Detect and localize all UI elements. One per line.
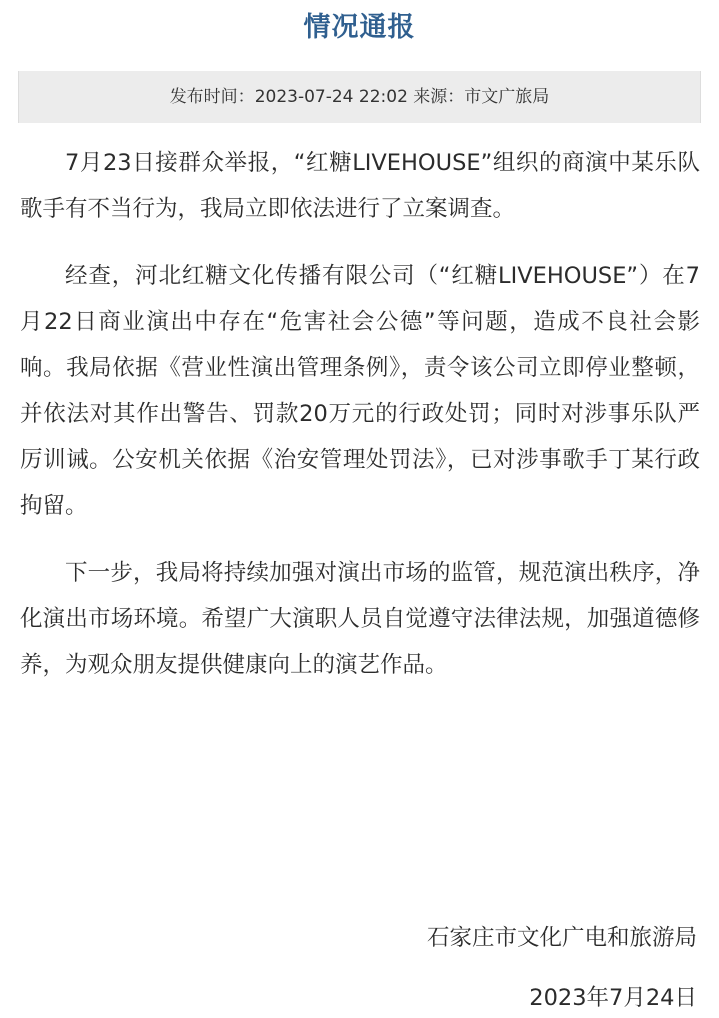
source-value: 市文广旅局 (464, 87, 550, 107)
page-title: 情况通报 (303, 12, 416, 43)
source-label: 来源： (413, 87, 465, 107)
notice-body (20, 140, 700, 709)
publish-time-label: 发布时间： (169, 87, 255, 107)
signature-organization: 石家庄市文化广电和旅游局 (426, 925, 697, 951)
paragraph-next-steps: 下一步，我局将持续加强对演出市场的监管，规范演出秩序，净化演出市场环境。希望广大演职人员自觉遵守法律法规，加强道德修养，为观众朋友提供健康向上的演艺作品。 (20, 560, 700, 678)
paragraph-report: 7月23日接群众举报，“红糖LIVEHOUSE”组织的商演中某乐队歌手有不当行为，我局立即依法进行了立案调查。 (20, 150, 700, 222)
signature-date: 2023年7月24日 (529, 985, 697, 1011)
meta-info-bar (18, 71, 701, 123)
paragraph-findings: 经查，河北红糖文化传播有限公司（“红糖LIVEHOUSE”）在7月22日商业演出中存在“危害社会公德”等问题，造成不良社会影响。我局依据《营业性演出管理条例》，责令该公司立即停业整顿，并依法对其作出警告、罚款20万元的行政处罚；同时对涉事乐队严厉训诫。公安机关依据《治安管理处罚法》，已对涉事歌手丁某行政拘留。 (20, 263, 700, 519)
publish-time-value: 2023-07-24 22:02 (254, 87, 408, 107)
